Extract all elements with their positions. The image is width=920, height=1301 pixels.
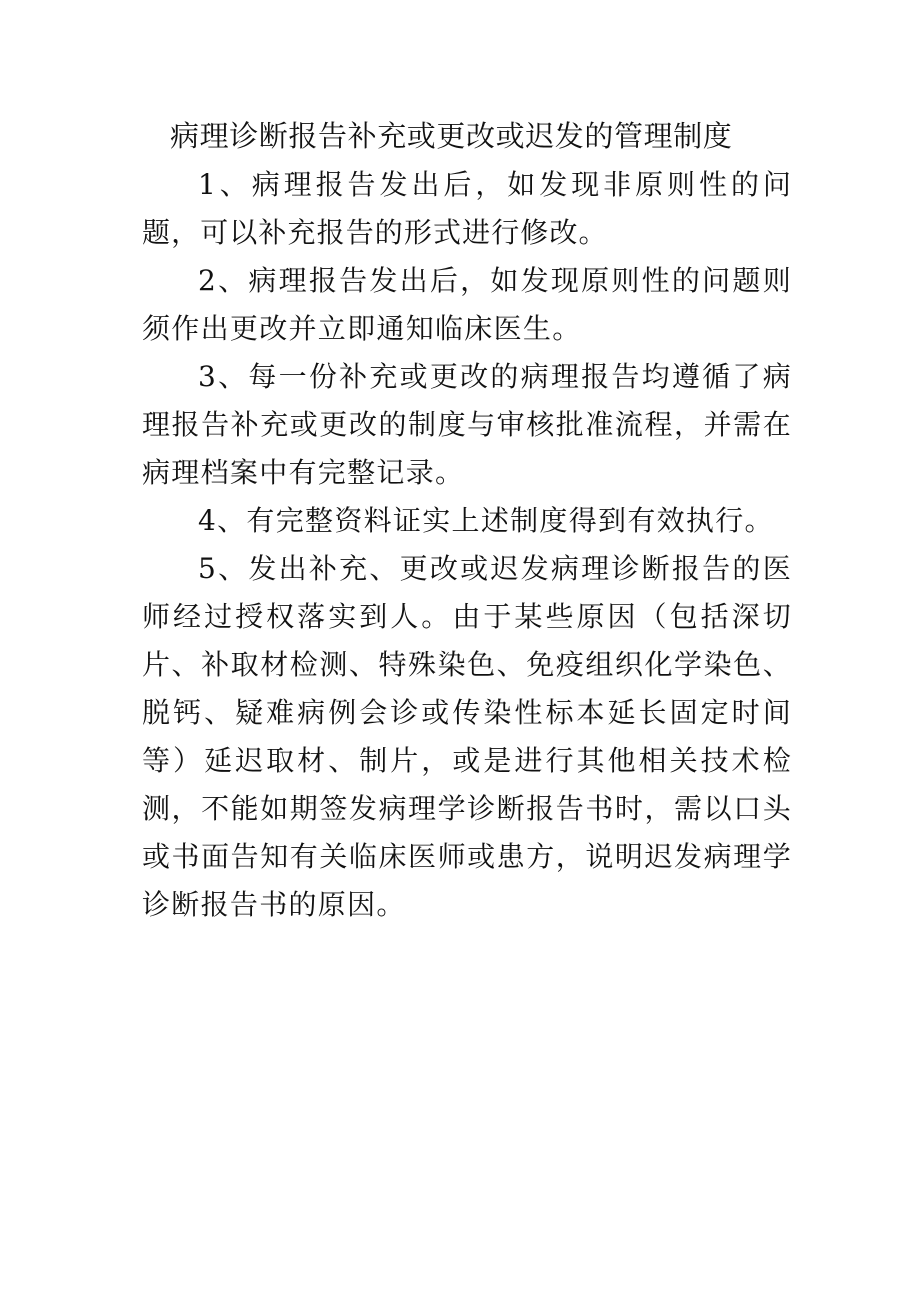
paragraph-2: 2、病理报告发出后，如发现原则性的问题则须作出更改并立即通知临床医生。 — [142, 264, 792, 345]
document-title: 病理诊断报告补充或更改或迟发的管理制度 — [170, 119, 733, 153]
paragraph-3: 3、每一份补充或更改的病理报告均遵循了病理报告补充或更改的制度与审核批准流程，并需在病理档案中有完整记录。 — [142, 360, 792, 489]
paragraph-4: 4、有完整资料证实上述制度得到有效执行。 — [198, 504, 774, 537]
paragraph-5: 5、发出补充、更改或迟发病理诊断报告的医师经过授权落实到人。由于某些原因（包括深切片、补取材检测、特殊染色、免疫组织化学染色、脱钙、疑难病例会诊或传染性标本延长固定时间等）延迟取材、制片，或是进行其他相关技术检测，不能如期签发病理学诊断报告书时，需以口头或书面告知有关临床医师或患方，说明迟发病理学诊断报告书的原因。 — [142, 552, 792, 921]
paragraph-1: 1、病理报告发出后，如发现非原则性的问题，可以补充报告的形式进行修改。 — [142, 168, 792, 249]
document-body — [142, 161, 792, 929]
